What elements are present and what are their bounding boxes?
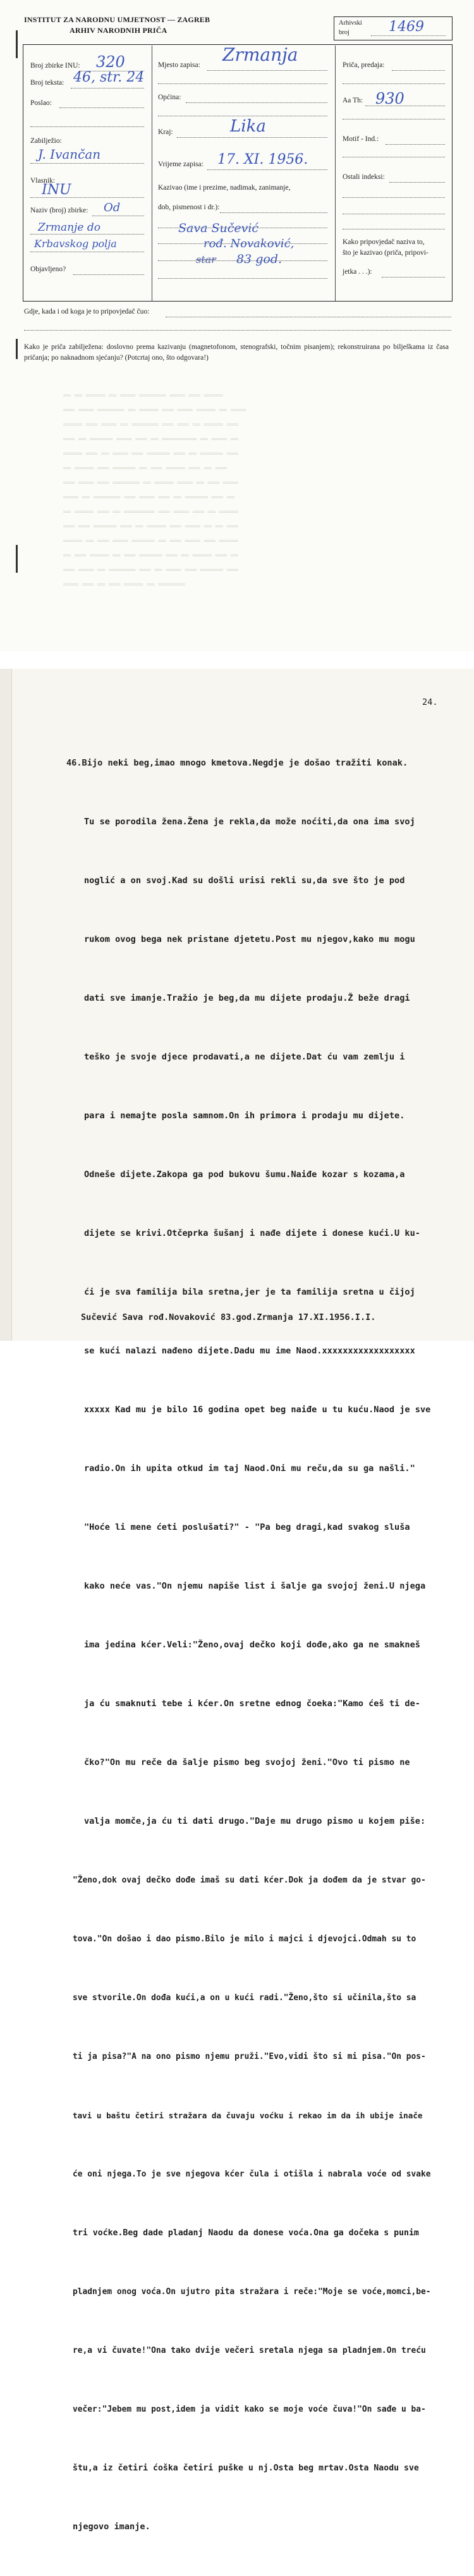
typescript-line: teško je svoje djece prodavati,a ne dijete.Dat ću vam zemlju i	[84, 1052, 405, 1062]
typescript-line: se kući nalazi nađeno dijete.Dadu mu ime Naod.xxxxxxxxxxxxxxxxxx	[84, 1346, 415, 1356]
typescript-line: večer:"Jebem mu post,idem ja vidit kako se moje voće čuva!"On sađe u ba-	[73, 2405, 426, 2414]
typescript-line: dijete se krivi.Otčeprka šušanj i nađe dijete i donese kući.U ku-	[84, 1228, 420, 1238]
bleed-through-area: ══ ══ ═════ ══ ════ ═══════ ════ ═══ ═════ ═══ ════ ═══════ ══ ═════ ═══ ════ ═════ ══ ════ ═════ ═══ ════ ══ ═══════ ═══ ═══ ══ ═════ ═══ ═══ ══ ══════ ════ ═══ ══ ═════════ ══ ════ ══ ═════ ═══ ══ ════ ═══ ══════ ═══ ══ ══════ ═══ ══ ═════ ═══ ══════ ══ ═══ ═════ ═══ ══ ═══ ═══ ════ ═══ ═══════ ══ ═════ ════ ══ ═══ ════ ════ ══ ═══════ ═══ ════ ═══ ══ ══════ ═══ ══ ══ ═════ ═══ ══ ════════ ═══ ════ ═══ ══ ═════ ═══ ═══ ══════ ═══ ══ ═════ ═══ ════ ══ ══ ═══ ═════ ══ ═══ ════ ══════ ══ ═══ ════ ═══ ═════ ══ ═══ ═════ ══ ═══ ══════ ═══ ══ ═════ ═══ ══ ═══ ════ ══ ═══════ ═══ ══ ════ ═══ ══════ ═══ ════ ═══ ══ ═══ ═════ ══ ═══════	[63, 393, 246, 589]
archive-label: Arhivski	[339, 20, 362, 27]
typescript-line: pladnjem onog voća.On ujutro pita stražara i reče:"Moje se voće,momci,be-	[73, 2287, 431, 2297]
typescript-line: dati sve imanje.Tražio je beg,da mu dijete prodaju.Ž beže dragi	[84, 993, 410, 1003]
archive-name: ARHIV NARODNIH PRIČA	[70, 26, 167, 35]
typescript-line: radio.On ih upita otkud im taj Naod.Oni mu reču,da su ga našli."	[84, 1463, 415, 1474]
narrator-1: Sava Sučević	[178, 221, 259, 235]
collection-no: 320	[96, 53, 125, 71]
recorded-label: Zabilježio:	[30, 137, 62, 145]
place-label: Mjesto zapisa:	[158, 61, 200, 69]
narrator-label-1: Kazivao (ime i prezime, nadimak, zanimanje,	[158, 184, 291, 192]
typescript-line: "Hoće li mene ćeti poslušati?" - "Pa beg dragi,kad svakog sluša	[84, 1522, 410, 1532]
how-recorded-note: Kako je priča zabilježena: doslovno prema kazivanju (magnetofonom, stenografski, točnim pisanjem); rekonstruirana po bilješkama iz časa pričanja; po naknadnom sjećanju? (Potcrtaj ono, što odgovara!)	[24, 343, 449, 362]
margin-mark-3	[16, 545, 18, 573]
typescript-line: sve stvorile.On dođa kući,a on u kući radi."Ženo,što si učinila,što sa	[73, 1993, 416, 2003]
time: 17. XI. 1956.	[217, 152, 308, 168]
typescript-line: noglić a on svoj.Kad su došli urisi rekli su,da sve što je pod	[84, 876, 405, 886]
sent-label: Poslao:	[30, 99, 52, 107]
collection-name-1: Od	[104, 201, 121, 214]
typescript-line: ja ću smaknuti tebe i kćer.On sretne ednog čoeka:"Kamo ćeš ti de-	[84, 1699, 420, 1709]
page-number: 24.	[422, 697, 438, 707]
typescript-line: će oni njega.To je sve njegova kćer čula i otišla i nabrala voće od svake	[73, 2170, 431, 2179]
narrator-label-2: dob, pismenost i dr.):	[158, 204, 220, 211]
owner: INU	[42, 182, 71, 198]
typescript-page	[0, 669, 474, 2532]
motif-label: Motif - Ind.:	[343, 135, 379, 143]
archive-number-box	[334, 16, 453, 40]
story-label: Priča, predaja:	[343, 61, 385, 69]
typescript-line: valja momče,ja ću ti dati drugo."Daje mu drugo pismo u kojem piše:	[84, 1816, 426, 1826]
typescript-line: čko?"On mu reče da šalje pismo beg svojoj ženi."Ovo ti pismo ne	[84, 1757, 410, 1767]
published-label: Objavljeno?	[30, 266, 66, 273]
typescript-line: Odneše dijete.Zakopa ga pod bukovu šumu.Naiđe kozar s kozama,a	[84, 1169, 405, 1180]
typescript-line: tova."On došao i dao pismo.Bilo je milo i majci i djevojci.Odmah su to	[73, 1934, 416, 1944]
narrator-2: rođ. Novaković,	[204, 237, 295, 250]
typescript-body	[66, 714, 471, 2576]
typescript-line: tri voćke.Beg dade pladanj Naodu da donese voća.Ona ga dočeka s punim	[73, 2228, 419, 2238]
region: Lika	[230, 117, 266, 136]
narrator-struck-word: star	[196, 253, 216, 266]
typescript-line: tavi u baštu četiri stražara da čuvaju voćku i rekao im da ih ubije inače	[73, 2111, 423, 2120]
typescript-line: štu,a iz četiri ćoška četiri puške u nj.Osta beg mrtav.Osta Naodu sve	[73, 2463, 419, 2473]
typescript-line: ima jedina kćer.Veli:"Ženo,ovaj dečko koji dođe,ako ga ne smakneš	[84, 1640, 420, 1650]
text-no-label: Broj teksta:	[30, 79, 64, 87]
collection-name-label: Naziv (broj) zbirke:	[30, 207, 88, 214]
text-no: 46, str. 24	[73, 70, 145, 85]
typescript-line: Tu se porodila žena.Žena je rekla,da može noćiti,da ona ima svoj	[84, 817, 415, 827]
typescript-line: kako neće vas."On njemu napiše list i šalje ga svojoj ženi.U njega	[84, 1581, 426, 1591]
recorder: J. Ivančan	[38, 147, 101, 162]
typescript-line: ti ja pisa?"A na ono pismo njemu pruži."Evo,vidi što si mi pisa."On pos-	[73, 2052, 426, 2061]
time-label: Vrijeme zapisa:	[158, 161, 204, 168]
indexes-label: Ostali indeksi:	[343, 173, 385, 181]
signature-line: Sučević Sava rođ.Novaković 83.god.Zrmanja 17.XI.1956.I.I.	[81, 1312, 376, 1322]
aath-label: Aa Th:	[343, 97, 363, 104]
owner-label: Vlasnik:	[30, 177, 55, 185]
margin-mark	[16, 30, 18, 58]
institute-name: INSTITUT ZA NARODNU UMJETNOST — ZAGREB	[24, 15, 210, 24]
collection-no-label: Broj zbirke INU:	[30, 62, 80, 70]
collection-name-3: Krbavskog polja	[34, 238, 117, 250]
typescript-line-list	[66, 714, 471, 2576]
typescript-line: 46.Bijo neki beg,imao mnogo kmetova.Negdje je došao tražiti konak.	[66, 758, 408, 768]
where-label: Gdje, kada i od koga je to pripovjedač čuo:	[24, 308, 150, 315]
typescript-line: njegovo imanje.	[73, 2522, 150, 2532]
margin-mark-2	[16, 339, 18, 359]
typescript-line: rukom ovog bega nek pristane djetetu.Post mu njegov,kako mu mogu	[84, 934, 415, 944]
collection-name-2: Zrmanje do	[38, 221, 100, 234]
region-label: Kraj:	[158, 128, 173, 136]
title-question-2: što je kazivao (priča, pripovi-	[343, 249, 428, 257]
archive-label-2: broj	[339, 29, 349, 36]
scan-edge	[0, 669, 12, 1341]
narrator-3: 83 god.	[236, 252, 283, 266]
typescript-line: ći je sva familija bila sretna,jer je ta familija sretna u čijoj	[84, 1287, 415, 1297]
archive-number: 1469	[389, 19, 424, 35]
place: Zrmanja	[222, 44, 298, 65]
title-question-1: Kako pripovjedač naziva to,	[343, 238, 425, 246]
title-question-3: jetka . . .):	[343, 268, 372, 276]
typescript-line: "Ženo,dok ovaj dečko dođe imaš su dati kćer.Dok ja dođem da je stvar go-	[73, 1876, 426, 1885]
typescript-line: para i nemajte posla samnom.On ih primora i prodaju mu dijete.	[84, 1111, 405, 1121]
typescript-line: xxxxx Kad mu je bilo 16 godina opet beg naiđe u tu kuću.Naod je sve	[84, 1405, 431, 1415]
archive-form-page	[0, 0, 474, 651]
aath: 930	[375, 90, 404, 107]
typescript-line: re,a vi čuvate!"Ona tako dvije večeri sretala njega sa pladnjem.On treću	[73, 2346, 426, 2355]
municipality-label: Općina:	[158, 94, 181, 101]
